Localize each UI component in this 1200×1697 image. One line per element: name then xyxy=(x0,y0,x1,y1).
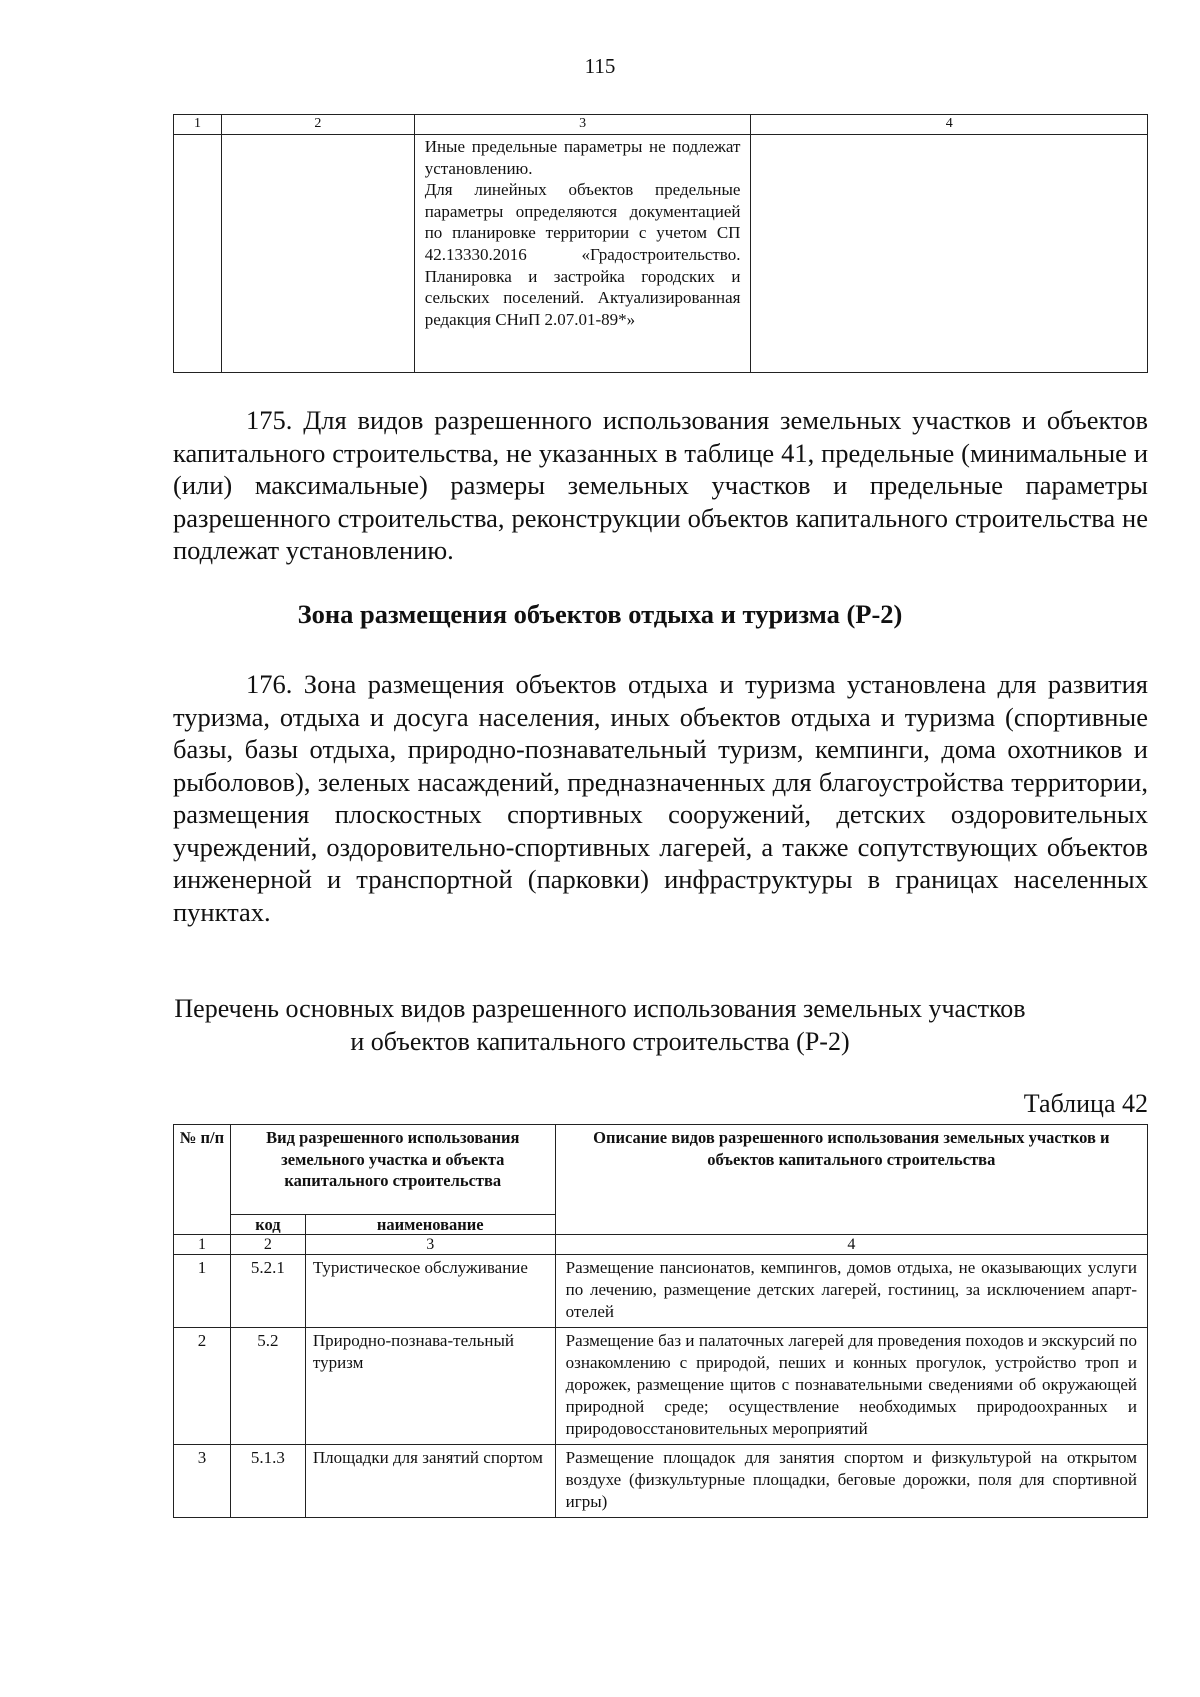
paragraph-176: 176. Зона размещения объектов отдыха и туризма установлена для развития туризма, отдыха и досуга населения, иных объектов отдыха и туризма (спортивные базы, базы отдыха, природно-познавательный туризм, кемпинги, дома охотников и рыболовов), зеленых насаждений, предназначенных для благоустройства территории, размещения плоскостных спортивных сооружений, детских оздоровительных учреждений, оздоровительно-спортивных лагерей, а также сопутствующих объектов инженерной и транспортной (парковки) инфраструктуры в границах населенных пунктах. xyxy=(173,669,1148,927)
table-42-header-row xyxy=(174,1125,1148,1215)
continuation-header-cell: 3 xyxy=(414,115,751,135)
table-42 xyxy=(173,1124,1148,1518)
list-title-line1: Перечень основных видов разрешенного использования земельных участков xyxy=(174,994,1026,1023)
row-code: 5.2.1 xyxy=(230,1255,305,1328)
table-row xyxy=(174,1445,1148,1518)
column-number: 2 xyxy=(230,1235,305,1255)
continuation-cell-col2 xyxy=(221,135,414,373)
column-number: 3 xyxy=(305,1235,555,1255)
table-label: Таблица 42 xyxy=(1023,1089,1148,1118)
row-description: Размещение пансионатов, кемпингов, домов отдыха, не оказывающих услуги по лечению, размещение детских лагерей, гостиниц, за исключением апарт-отелей xyxy=(555,1255,1147,1328)
page-number: 115 xyxy=(584,54,616,78)
header-num: № п/п xyxy=(174,1125,231,1235)
header-name: наименование xyxy=(305,1215,555,1235)
header-code: код xyxy=(230,1215,305,1235)
row-description: Размещение площадок для занятия спортом и физкультурой на открытом воздухе (физкультурные площадки, беговые дорожки, поля для спортивной игры) xyxy=(555,1445,1147,1518)
row-name: Туристическое обслуживание xyxy=(305,1255,555,1328)
row-num: 3 xyxy=(174,1445,231,1518)
table-42-column-numbers xyxy=(174,1235,1148,1255)
parameters-note: Иные предельные параметры не подлежат установлению. xyxy=(424,137,741,178)
continuation-header-cell: 1 xyxy=(174,115,222,135)
column-number: 1 xyxy=(174,1235,231,1255)
header-description: Описание видов разрешенного использования земельных участков и объектов капитального строительства xyxy=(555,1125,1147,1235)
header-kind: Вид разрешенного использования земельного участка и объекта капитального строительства xyxy=(230,1125,555,1215)
continuation-table-header-row xyxy=(174,115,1148,135)
row-code: 5.2 xyxy=(230,1328,305,1445)
row-name: Природно-познава-тельный туризм xyxy=(305,1328,555,1445)
list-title xyxy=(0,992,1200,1058)
paragraph-175: 175. Для видов разрешенного использования земельных участков и объектов капитального строительства, не указанных в таблице 41, предельные (минимальные и (или) максимальные) размеры земельных участков и предельные параметры разрешенного строительства, реконструкции объектов капитального строительства не подлежат установлению. xyxy=(173,405,1148,565)
zone-heading: Зона размещения объектов отдыха и туризма (Р-2) xyxy=(297,599,903,629)
row-name: Площадки для занятий спортом xyxy=(305,1445,555,1518)
linear-objects-note: Для линейных объектов предельные параметры определяются документацией по планировке территории с учетом СП 42.13330.2016 «Градостроительство. Планировка и застройка городских и сельских поселений. Актуализированная редакция СНиП 2.07.01-89*» xyxy=(424,180,741,329)
table-row xyxy=(174,1328,1148,1445)
continuation-header-cell: 4 xyxy=(751,115,1148,135)
list-title-line2: и объектов капитального строительства (Р-2) xyxy=(350,1027,850,1056)
column-number: 4 xyxy=(555,1235,1147,1255)
continuation-header-cell: 2 xyxy=(221,115,414,135)
row-num: 2 xyxy=(174,1328,231,1445)
row-num: 1 xyxy=(174,1255,231,1328)
row-description: Размещение баз и палаточных лагерей для проведения походов и экскурсий по ознакомлению с природой, пеших и конных прогулок, устройство троп и дорожек, размещение щитов с познавательными сведениями об окружающей природной среде; осуществление необходимых природоохранных и природовосстановительных мероприятий xyxy=(555,1328,1147,1445)
continuation-cell-col1 xyxy=(174,135,222,373)
continuation-table-row xyxy=(174,135,1148,373)
row-code: 5.1.3 xyxy=(230,1445,305,1518)
continuation-table xyxy=(173,114,1148,373)
table-row xyxy=(174,1255,1148,1328)
continuation-cell-col3 xyxy=(414,135,751,373)
continuation-cell-col4 xyxy=(751,135,1148,373)
